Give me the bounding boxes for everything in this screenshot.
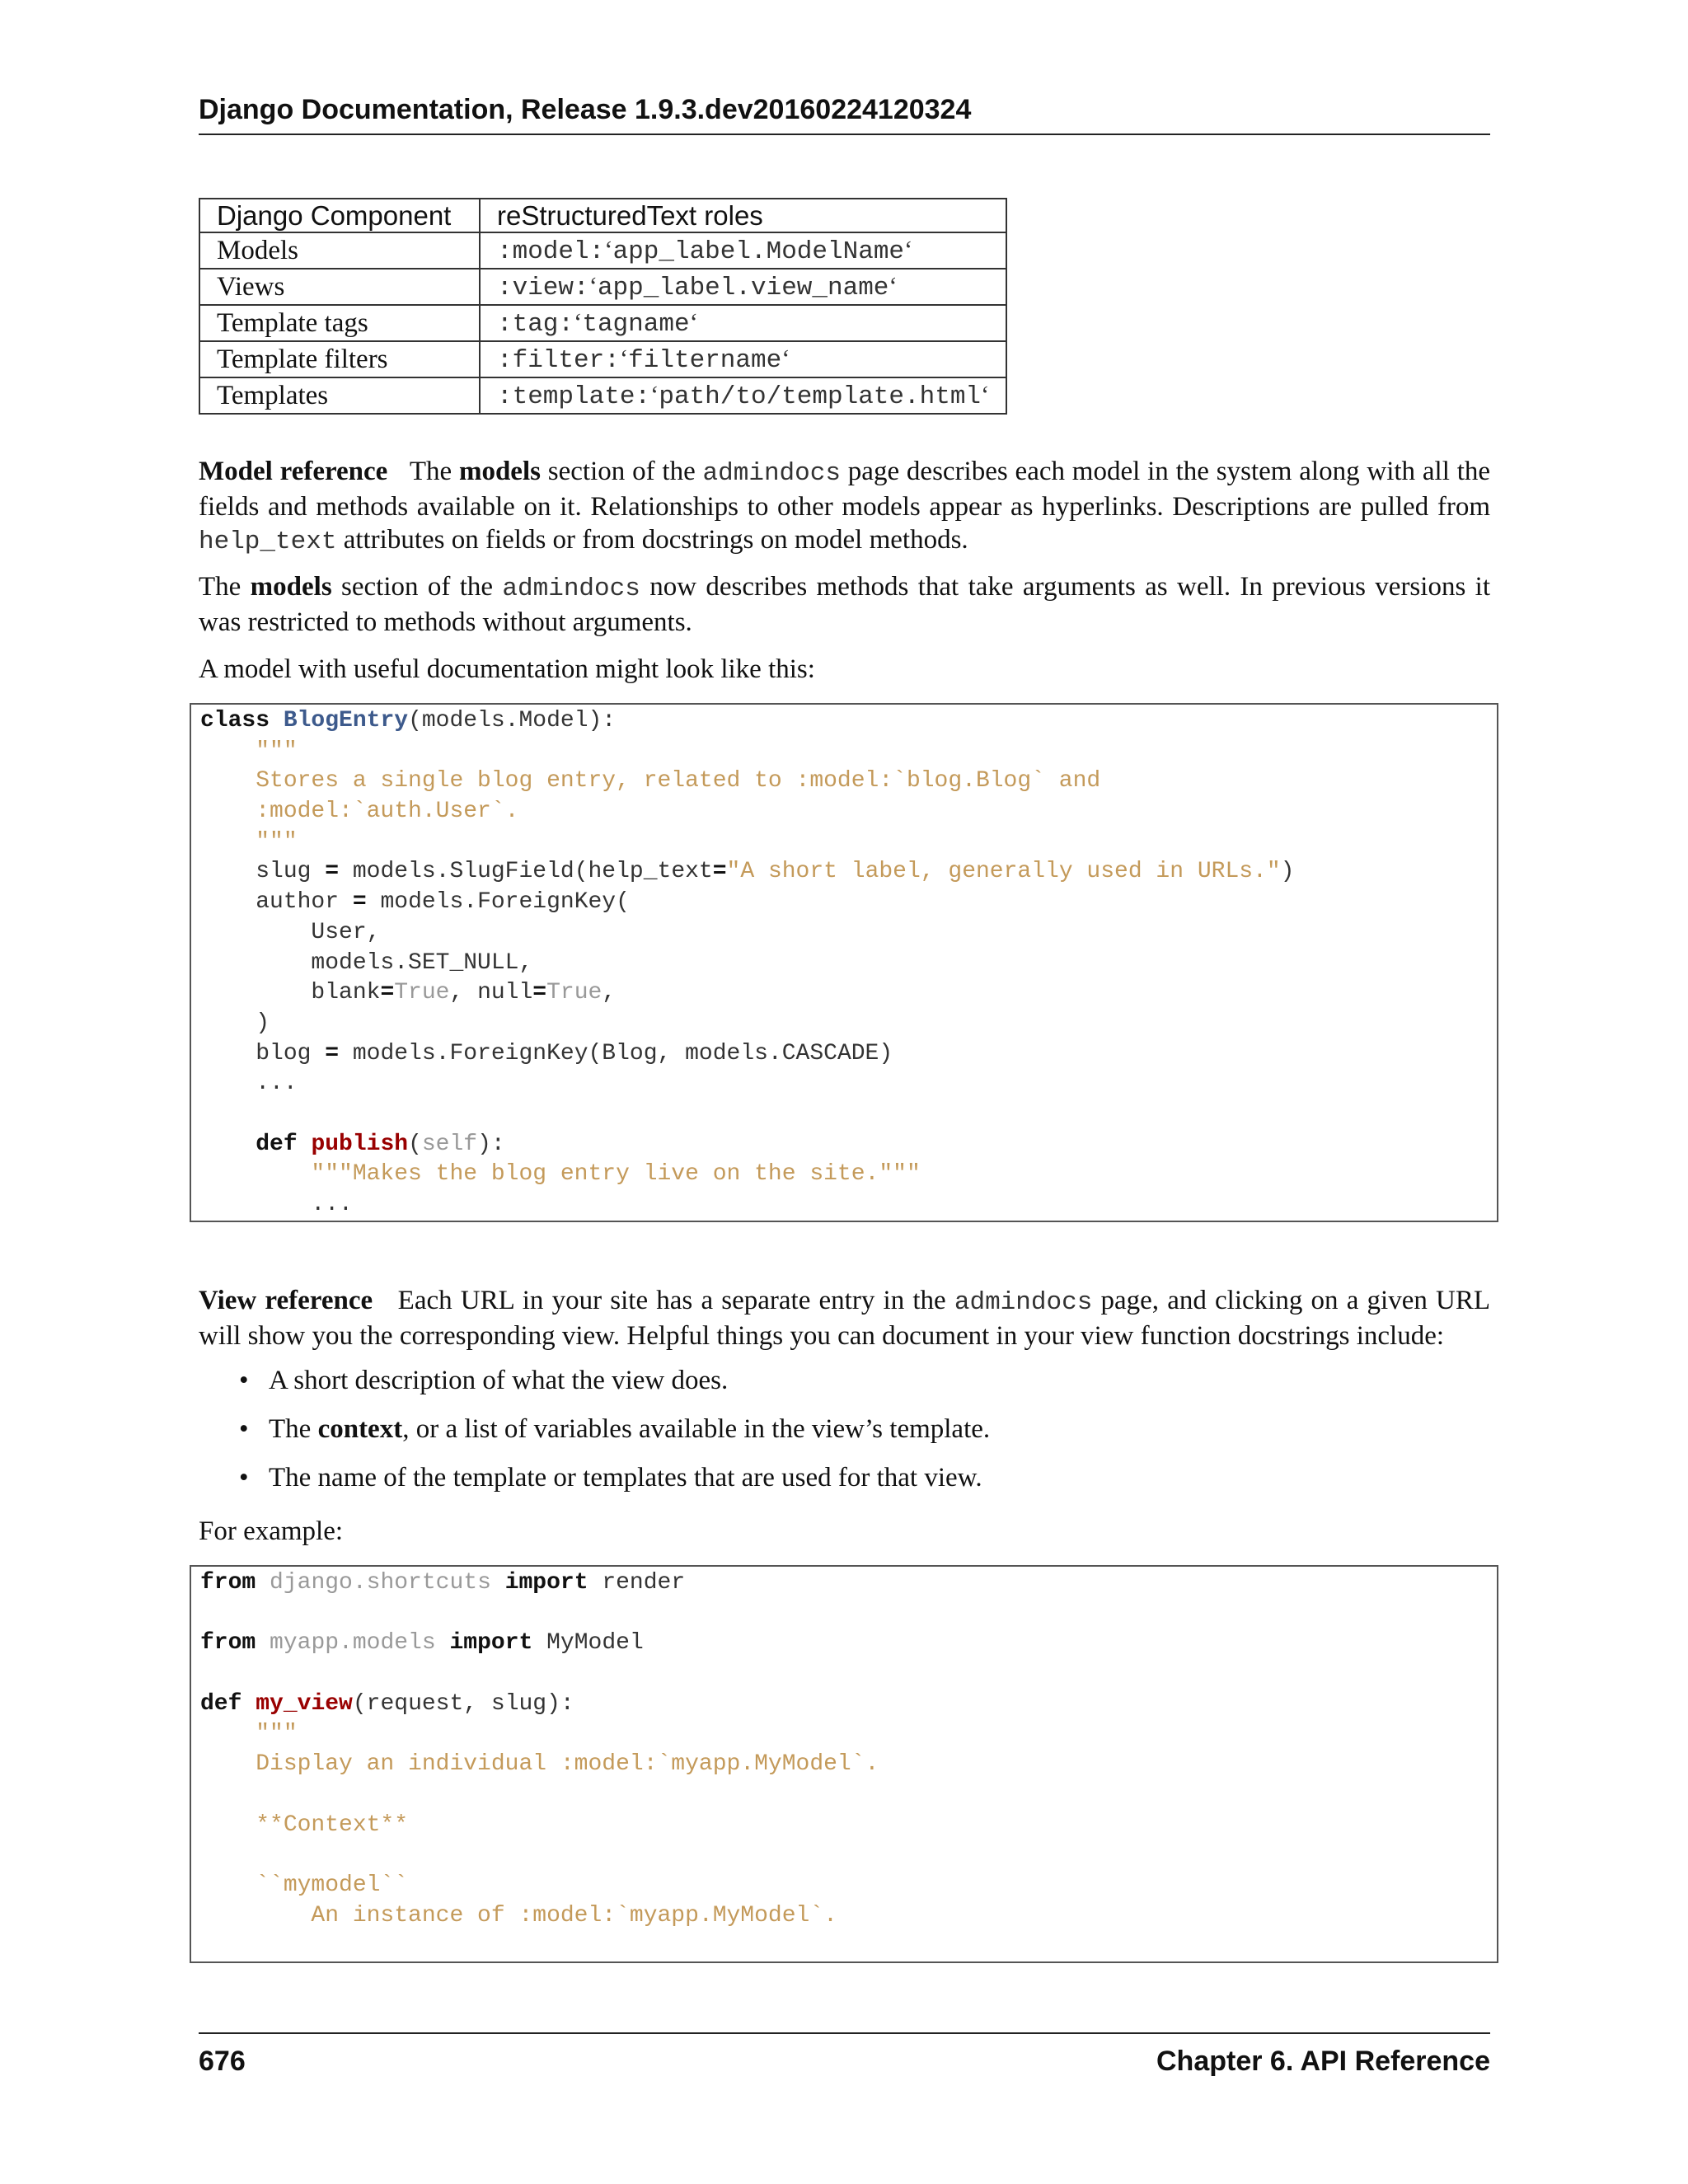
text-run: page, and clicking on a given URL will show you the corresponding view. Helpful things you can document in your view function docstrings include: [199, 1286, 1491, 1351]
code-line: def publish(self): [200, 1131, 505, 1157]
code-line: from django.shortcuts import render [200, 1570, 686, 1596]
role-prefix: :view: [497, 274, 589, 302]
code-line: blog = models.ForeignKey(Blog, models.CASCADE) [200, 1040, 893, 1066]
code-line [200, 1840, 1497, 1871]
code-line: """ [200, 1721, 298, 1747]
code-line: **Context** [200, 1811, 409, 1838]
table-row [199, 305, 1006, 341]
code-line [200, 1780, 1497, 1811]
code-line: User, [200, 919, 381, 945]
role-value: app_label.view_name [597, 274, 889, 302]
code-line: def my_view(request, slug): [200, 1690, 574, 1717]
role-prefix: :template: [497, 382, 651, 411]
code-line: """ [200, 738, 298, 764]
code-line: class BlogEntry(models.Model): [200, 708, 617, 733]
role-value: path/to/template.html [659, 382, 982, 411]
code-line: ) [200, 1010, 270, 1036]
component-cell: Templates [199, 377, 480, 414]
models-arguments-paragraph [199, 570, 1490, 639]
model-reference-paragraph [199, 455, 1490, 559]
role-value: app_label.ModelName [612, 237, 905, 266]
table-header-row [199, 199, 1006, 232]
code-line [200, 1099, 1497, 1130]
role-prefix: :filter: [497, 346, 620, 375]
code-line: Stores a single blog entry, related to :model:`blog.Blog` and [200, 768, 1101, 794]
role-cell: :template:‘path/to/template.html‘ [480, 377, 1006, 414]
component-cell: Views [199, 269, 480, 305]
table-header-cell: reStructuredText roles [480, 199, 1006, 232]
inline-code: admindocs [702, 459, 841, 488]
text-run: section of the [331, 572, 503, 602]
view-docstring-list [239, 1364, 990, 1510]
code-line: :model:`auth.User`. [200, 799, 519, 825]
text-run: attributes on fields or from docstrings on model methods. [336, 525, 968, 555]
running-footer [199, 2032, 1490, 2079]
bold-term: models [250, 572, 332, 602]
chapter-title: Chapter 6. API Reference [1156, 2046, 1490, 2077]
table-row [199, 341, 1006, 377]
code-line: blank=True, null=True, [200, 980, 617, 1006]
text-run: now describes methods that take arguments as well. In previous versions it was restricted to methods without arguments. [199, 572, 1490, 637]
role-value: filtername [628, 346, 782, 375]
code-line: author = models.ForeignKey( [200, 889, 630, 916]
role-cell: :view:‘app_label.view_name‘ [480, 269, 1006, 305]
text-run: The [409, 457, 459, 486]
role-cell: :tag:‘tagname‘ [480, 305, 1006, 341]
code-line: ... [200, 1192, 353, 1217]
code-line [200, 1659, 1497, 1690]
list-item: • The name of the template or templates that are used for that view. [239, 1461, 990, 1494]
role-prefix: :model: [497, 237, 605, 266]
inline-code: admindocs [502, 574, 640, 603]
code-line: from myapp.models import MyModel [200, 1630, 644, 1657]
list-item: • A short description of what the view does. [239, 1364, 990, 1397]
table-row [199, 232, 1006, 269]
text-run: The [199, 572, 251, 602]
running-header [199, 92, 1490, 135]
code-line [200, 1599, 1497, 1629]
view-reference-paragraph [199, 1284, 1490, 1352]
model-example-intro: A model with useful documentation might look like this: [199, 654, 815, 684]
table-row [199, 269, 1006, 305]
code-line: Display an individual :model:`myapp.MyModel`. [200, 1751, 879, 1778]
document-title: Django Documentation, Release 1.9.3.dev20160224120324 [199, 94, 972, 125]
code-line: ... [200, 1071, 298, 1097]
text-run: Each URL in your site has a separate entry in the [397, 1286, 954, 1315]
model-reference-heading: Model reference [199, 457, 388, 486]
text-run: page describes each model in the system along with all the fields and methods available on it. Relationships to other models appear as hyperlinks. Descriptions are pulled from [199, 457, 1491, 522]
view-code-block [190, 1565, 1498, 1963]
role-cell: :model:‘app_label.ModelName‘ [480, 232, 1006, 269]
code-line: """ [200, 828, 298, 855]
component-cell: Template tags [199, 305, 480, 341]
view-example-intro: For example: [199, 1516, 344, 1546]
roles-table [199, 198, 1007, 415]
code-line: models.SET_NULL, [200, 949, 533, 976]
role-value: tagname [582, 310, 690, 339]
code-line: slug = models.SlugField(help_text="A short label, generally used in URLs.") [200, 859, 1295, 885]
table-header-cell: Django Component [199, 199, 480, 232]
code-line: ``mymodel`` [200, 1872, 409, 1898]
table-row [199, 377, 1006, 414]
inline-code: admindocs [954, 1288, 1093, 1317]
text-run: section of the [540, 457, 703, 486]
role-cell: :filter:‘filtername‘ [480, 341, 1006, 377]
view-reference-heading: View reference [199, 1286, 373, 1315]
bold-term: models [458, 457, 541, 486]
page-number: 676 [199, 2046, 246, 2077]
component-cell: Models [199, 232, 480, 269]
inline-code: help_text [199, 527, 337, 556]
code-line: An instance of :model:`myapp.MyModel`. [200, 1902, 837, 1929]
component-cell: Template filters [199, 341, 480, 377]
code-line: """Makes the blog entry live on the site.""" [200, 1161, 921, 1188]
model-code-block [190, 703, 1498, 1222]
role-prefix: :tag: [497, 310, 574, 339]
list-item: • The context, or a list of variables available in the view’s template. [239, 1413, 990, 1446]
